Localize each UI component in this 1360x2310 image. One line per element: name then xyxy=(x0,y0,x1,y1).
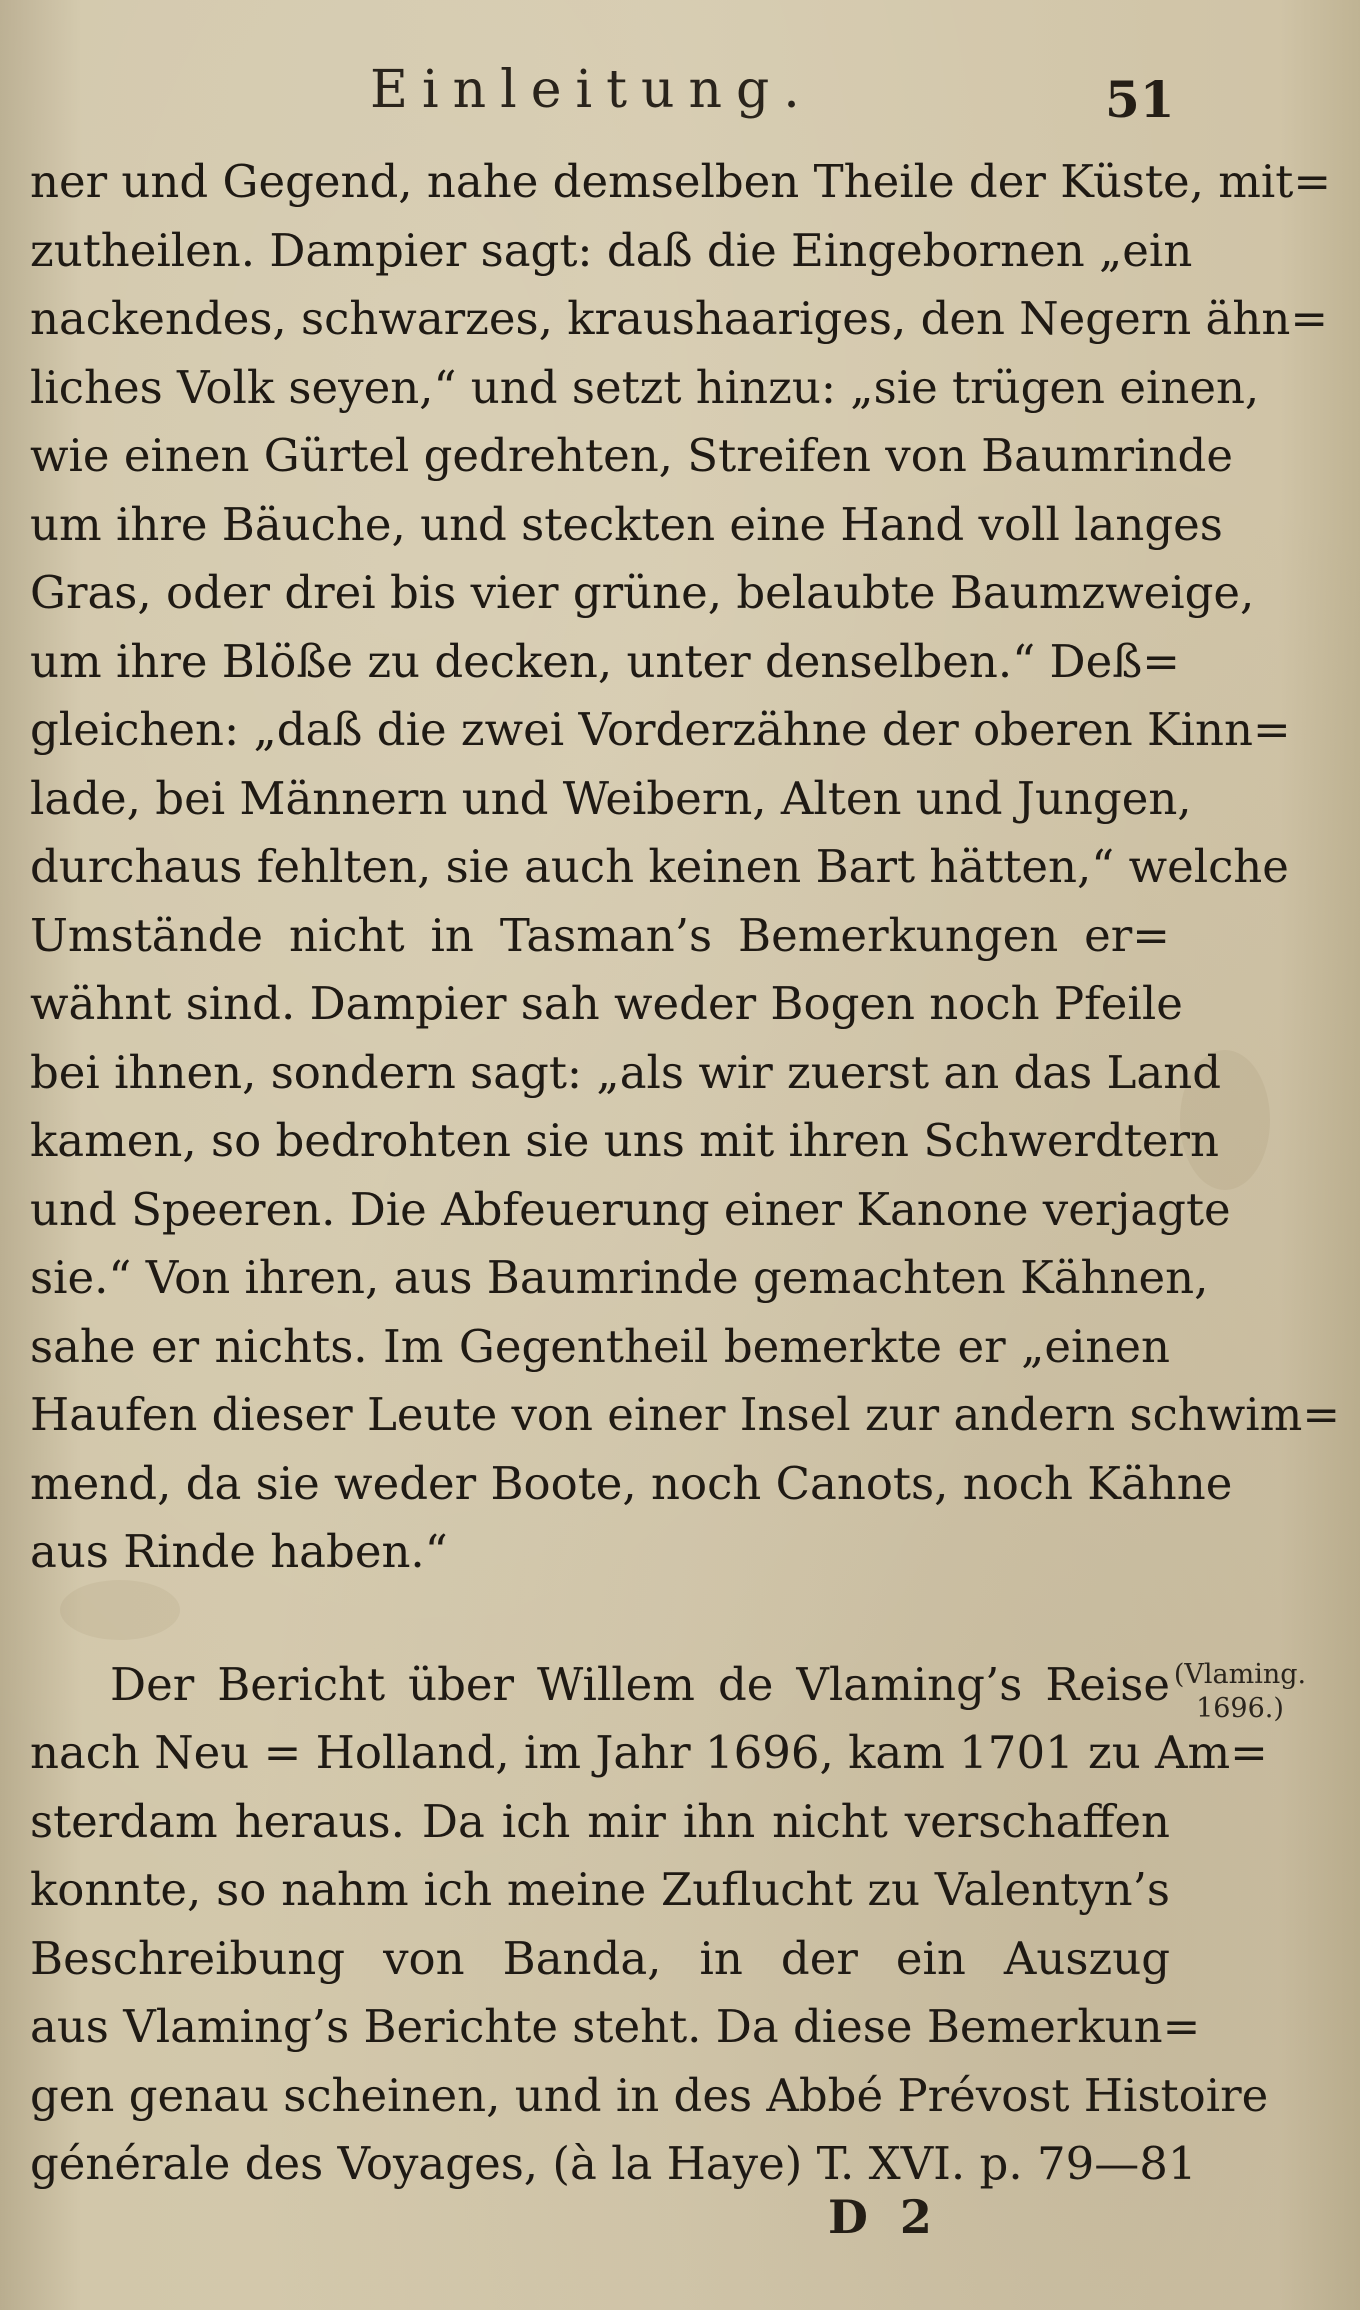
text-line: gen genau scheinen, und in des Abbé Prévost Histoire xyxy=(30,2068,1269,2122)
text-line: aus Rinde haben.“ xyxy=(30,1525,448,1578)
text-line: nackendes, schwarzes, kraushaariges, den Negern ähn= xyxy=(30,292,1329,345)
margin-note xyxy=(1155,1658,1325,1726)
text-line: wie einen Gürtel gedrehten, Streifen von Baumrinde xyxy=(30,429,1233,482)
body-text xyxy=(30,148,1341,2199)
margin-note-line: 1696.) xyxy=(1196,1693,1284,1724)
text-line: générale des Voyages, (à la Haye) T. XVI. p. 79—81 xyxy=(30,2137,1197,2190)
text-line: um ihre Blöße zu decken, unter denselben.“ Deß= xyxy=(30,634,1180,688)
text-line: ner und Gegend, nahe demselben Theile der Küste, mit= xyxy=(30,155,1332,208)
text-line: durchaus fehlten, sie auch keinen Bart hätten,“ welche xyxy=(30,840,1289,893)
page-number: 51 xyxy=(1105,70,1175,129)
text-line: bei ihnen, sondern sagt: „als wir zuerst an das Land xyxy=(30,1045,1222,1099)
text-line: gleichen: „daß die zwei Vorderzähne der oberen Kinn= xyxy=(30,703,1291,756)
paragraph xyxy=(30,148,1341,1587)
text-line: und Speeren. Die Abfeuerung einer Kanone verjagte xyxy=(30,1182,1231,1236)
text-line: liches Volk seyen,“ und setzt hinzu: „sie trügen einen, xyxy=(30,360,1260,414)
paragraph xyxy=(30,1651,1269,2199)
page-header xyxy=(0,40,1360,130)
text-line: Gras, oder drei bis vier grüne, belaubte Baumzweige, xyxy=(30,566,1255,619)
text-line: lade, bei Männern und Weibern, Alten und Jungen, xyxy=(30,771,1192,825)
text-line: sahe er nichts. Im Gegentheil bemerkte er „einen xyxy=(30,1319,1170,1373)
text-line: Der Bericht über Willem de Vlaming’s Reise xyxy=(110,1657,1170,1711)
text-line: zutheilen. Dampier sagt: daß die Eingebornen „ein xyxy=(30,223,1193,277)
text-line: Haufen dieser Leute von einer Insel zur andern schwim= xyxy=(30,1388,1341,1441)
margin-note-line: (Vlaming. xyxy=(1173,1659,1307,1690)
text-line: um ihre Bäuche, und steckten eine Hand voll langes xyxy=(30,497,1223,551)
paragraph-gap xyxy=(30,1587,1170,1651)
text-line: nach Neu = Holland, im Jahr 1696, kam 1701 zu Am= xyxy=(30,1726,1268,1779)
text-line: mend, da sie weder Boote, noch Canots, noch Kähne xyxy=(30,1456,1233,1510)
text-line: sterdam heraus. Da ich mir ihn nicht verschaffen xyxy=(30,1794,1170,1848)
text-line: sie.“ Von ihren, aus Baumrinde gemachten Kähnen, xyxy=(30,1251,1209,1304)
text-line: Beschreibung von Banda, in der ein Auszug xyxy=(30,1931,1170,1985)
signature-mark: D 2 xyxy=(828,2190,940,2244)
text-line: wähnt sind. Dampier sah weder Bogen noch Pfeile xyxy=(30,977,1183,1030)
running-head: Einleitung. xyxy=(370,60,814,120)
text-line: Umstände nicht in Tasman’s Bemerkungen er= xyxy=(30,908,1170,962)
text-line: aus Vlaming’s Berichte steht. Da diese Bemerkun= xyxy=(30,2000,1201,2053)
text-line: kamen, so bedrohten sie uns mit ihren Schwerdtern xyxy=(30,1114,1220,1167)
text-line: konnte, so nahm ich meine Zuflucht zu Valentyn’s xyxy=(30,1863,1170,1916)
